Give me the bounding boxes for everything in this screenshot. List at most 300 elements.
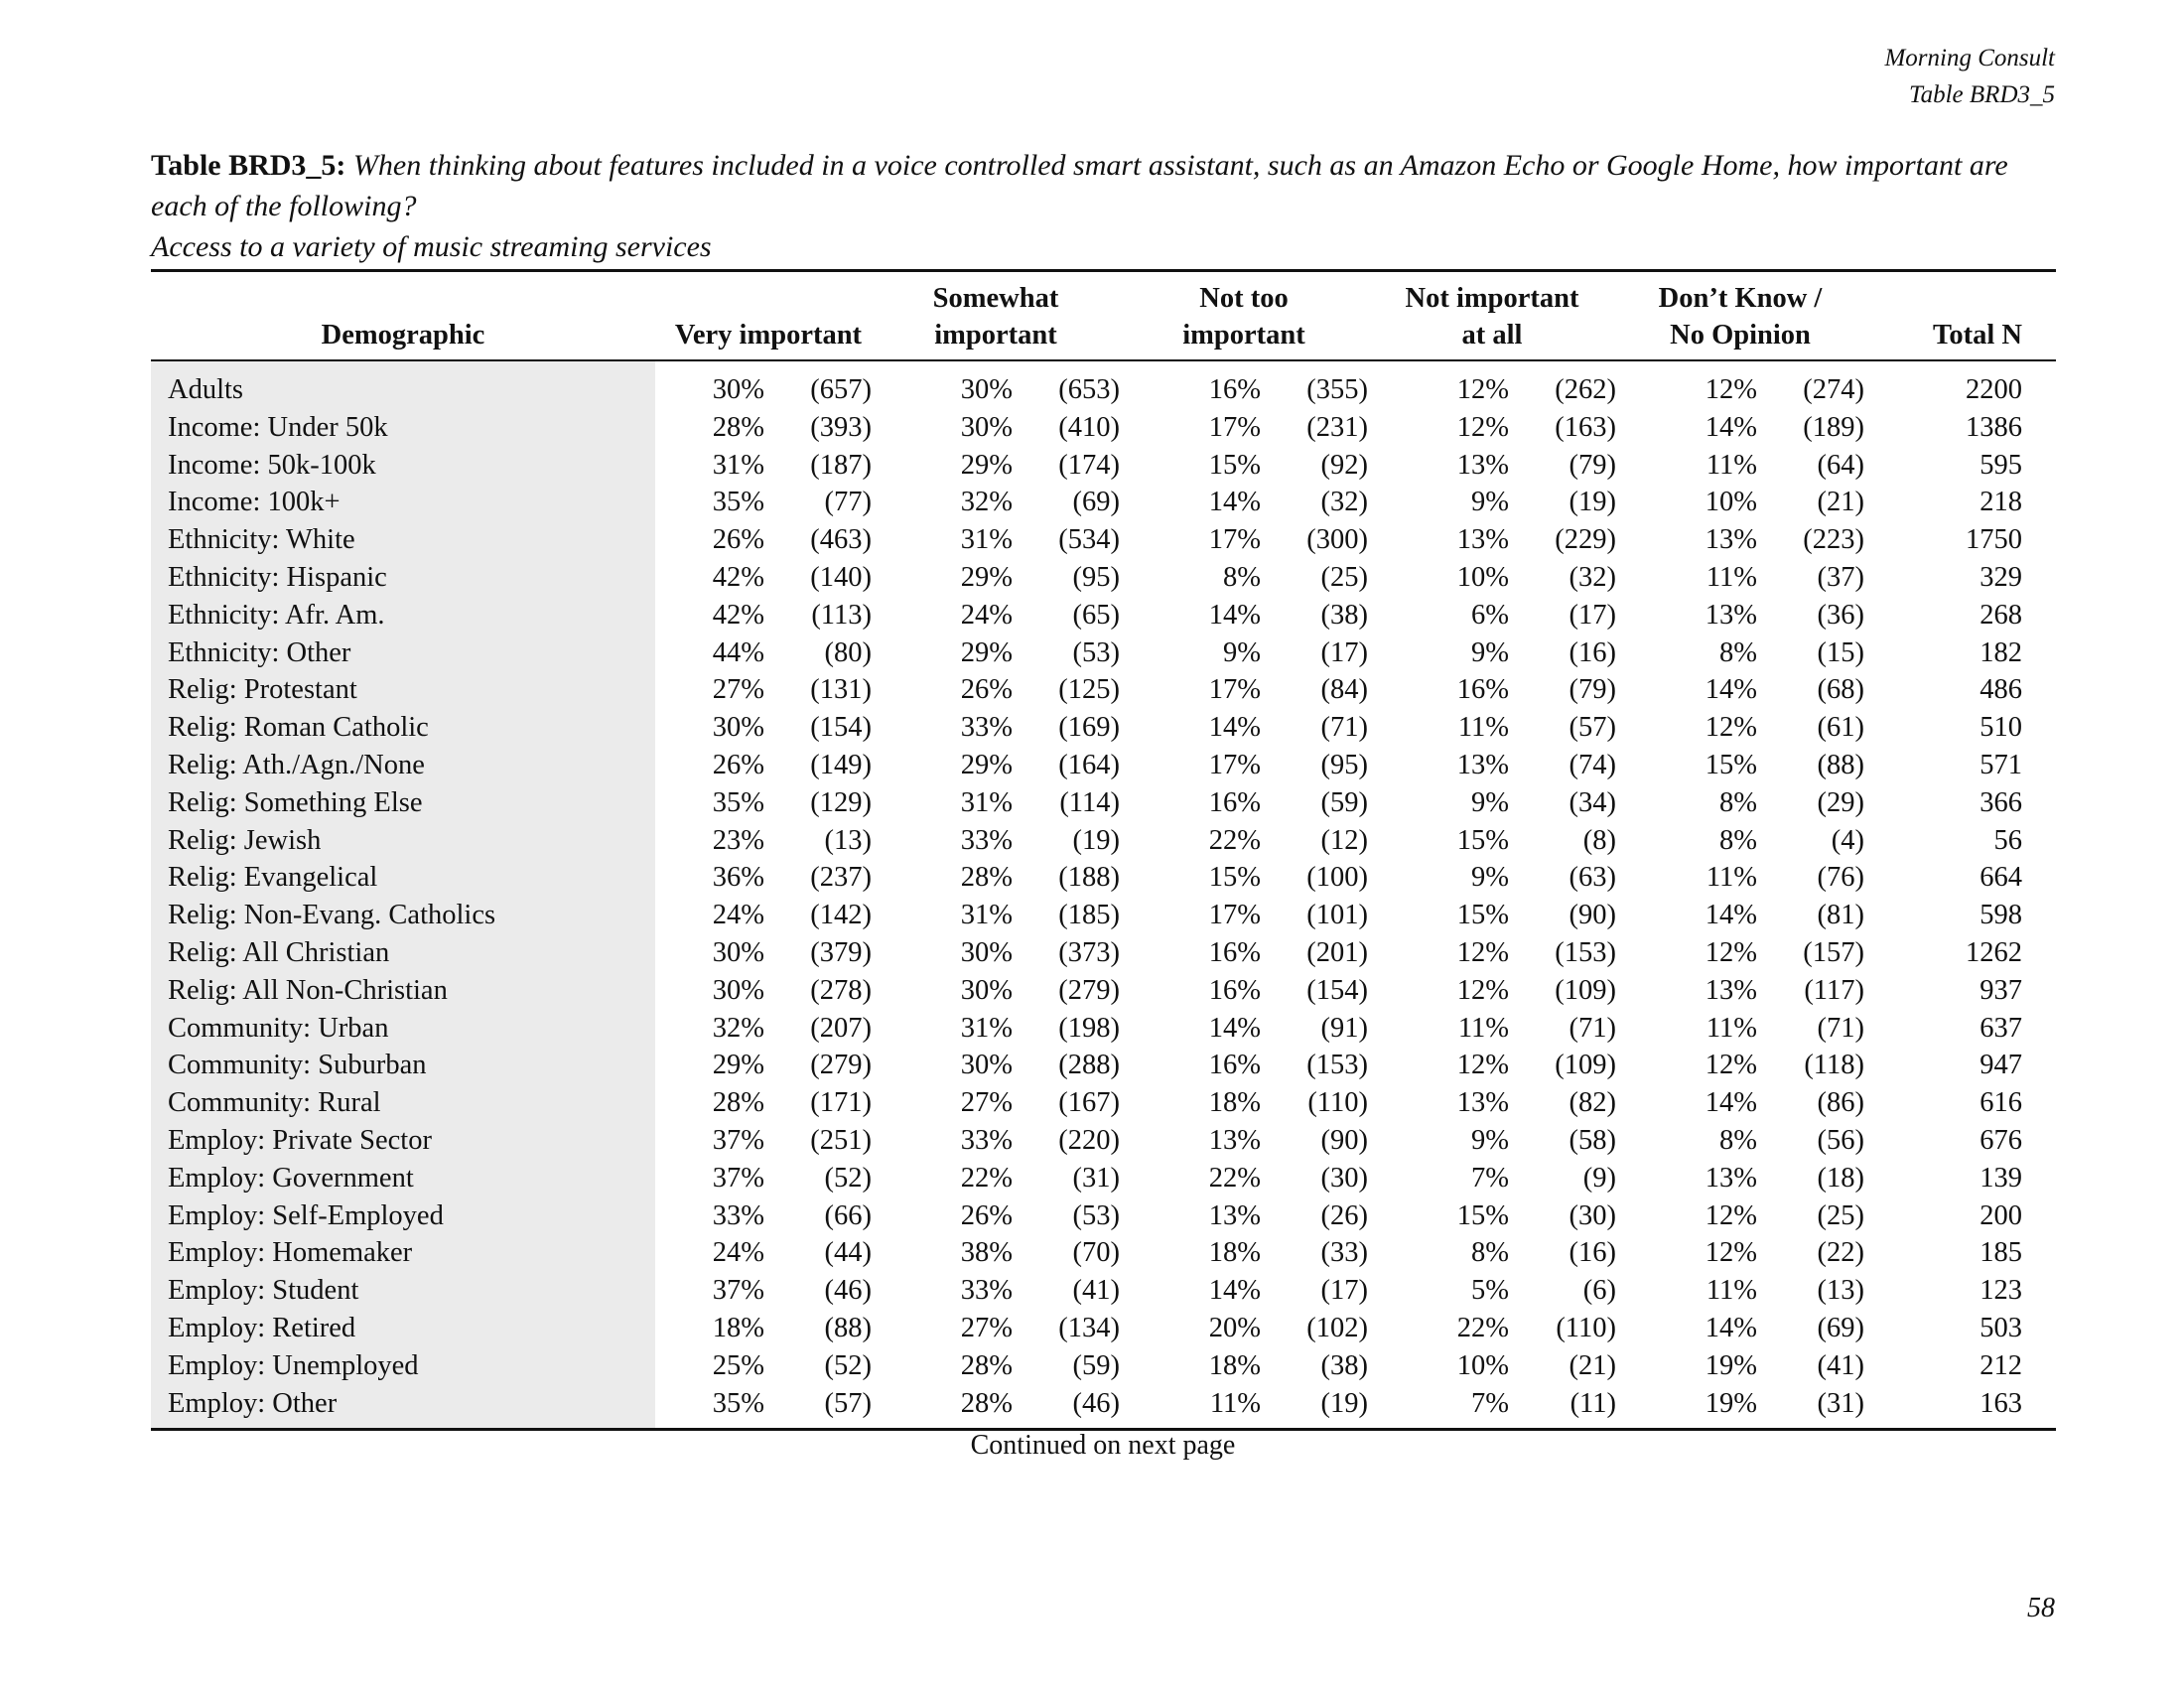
demographic-cell: Employ: Self-Employed <box>151 1197 655 1235</box>
percent-cell: 30% <box>712 974 764 1006</box>
table-row <box>151 1160 2056 1197</box>
percent-cell: 5% <box>1471 1275 1509 1307</box>
count-cell: (188) <box>1058 862 1120 894</box>
percent-cell: 15% <box>1705 749 1757 780</box>
count-cell: (278) <box>810 974 872 1006</box>
percent-cell: 11% <box>1209 1387 1261 1419</box>
percent-cell: 28% <box>960 1349 1013 1381</box>
total-n-cell: 182 <box>1979 636 2022 668</box>
continued-note: Continued on next page <box>970 1430 1236 1461</box>
percent-cell: 18% <box>1208 1349 1261 1381</box>
percent-cell: 13% <box>1456 749 1509 780</box>
total-n-cell: 56 <box>1993 824 2022 856</box>
percent-cell: 14% <box>1208 487 1261 518</box>
percent-cell: 9% <box>1223 636 1261 668</box>
percent-cell: 12% <box>1705 712 1757 744</box>
count-cell: (32) <box>1569 561 1616 593</box>
percent-cell: 12% <box>1456 374 1509 405</box>
count-cell: (373) <box>1058 936 1120 968</box>
percent-cell: 9% <box>1471 862 1509 894</box>
count-cell: (86) <box>1817 1087 1864 1119</box>
count-cell: (41) <box>1817 1349 1864 1381</box>
percent-cell: 30% <box>960 411 1013 443</box>
total-n-cell: 123 <box>1979 1275 2022 1307</box>
percent-cell: 12% <box>1456 974 1509 1006</box>
count-cell: (231) <box>1306 411 1368 443</box>
percent-cell: 27% <box>712 674 764 706</box>
percent-cell: 17% <box>1208 900 1261 931</box>
count-cell: (114) <box>1059 786 1120 818</box>
percent-cell: 15% <box>1208 449 1261 481</box>
count-cell: (66) <box>824 1199 872 1231</box>
table-row <box>151 447 2056 485</box>
count-cell: (36) <box>1817 599 1864 631</box>
count-cell: (534) <box>1058 524 1120 556</box>
count-cell: (19) <box>1072 824 1120 856</box>
count-cell: (88) <box>1817 749 1864 780</box>
count-cell: (100) <box>1306 862 1368 894</box>
percent-cell: 35% <box>712 487 764 518</box>
percent-cell: 14% <box>1705 1312 1757 1343</box>
percent-cell: 31% <box>960 900 1013 931</box>
table-row <box>151 784 2056 822</box>
percent-cell: 22% <box>960 1162 1013 1194</box>
percent-cell: 16% <box>1208 936 1261 968</box>
count-cell: (207) <box>810 1012 872 1044</box>
percent-cell: 28% <box>712 411 764 443</box>
total-n-cell: 595 <box>1979 449 2022 481</box>
count-cell: (71) <box>1817 1012 1864 1044</box>
percent-cell: 16% <box>1208 374 1261 405</box>
demographic-cell: Employ: Retired <box>151 1310 655 1347</box>
demographic-cell: Income: Under 50k <box>151 409 655 447</box>
percent-cell: 33% <box>960 712 1013 744</box>
percent-cell: 18% <box>1208 1087 1261 1119</box>
count-cell: (154) <box>810 712 872 744</box>
percent-cell: 30% <box>960 374 1013 405</box>
count-cell: (15) <box>1817 636 1864 668</box>
count-cell: (153) <box>1555 936 1616 968</box>
col-header-total-n: Total N <box>1864 280 2056 360</box>
table-row <box>151 1010 2056 1048</box>
percent-cell: 29% <box>960 561 1013 593</box>
count-cell: (142) <box>810 900 872 931</box>
count-cell: (149) <box>810 749 872 780</box>
page-number: 58 <box>2027 1593 2055 1623</box>
percent-cell: 15% <box>1456 824 1509 856</box>
count-cell: (185) <box>1058 900 1120 931</box>
count-cell: (410) <box>1058 411 1120 443</box>
count-cell: (22) <box>1817 1237 1864 1269</box>
percent-cell: 9% <box>1471 487 1509 518</box>
count-cell: (153) <box>1306 1050 1368 1081</box>
count-cell: (76) <box>1817 862 1864 894</box>
count-cell: (393) <box>810 411 872 443</box>
total-n-cell: 503 <box>1979 1312 2022 1343</box>
count-cell: (64) <box>1817 449 1864 481</box>
count-cell: (91) <box>1320 1012 1368 1044</box>
percent-cell: 13% <box>1705 524 1757 556</box>
count-cell: (109) <box>1555 1050 1616 1081</box>
total-n-cell: 1750 <box>1966 524 2022 556</box>
percent-cell: 14% <box>1208 712 1261 744</box>
count-cell: (79) <box>1569 449 1616 481</box>
count-cell: (17) <box>1320 1275 1368 1307</box>
total-n-cell: 947 <box>1979 1050 2022 1081</box>
percent-cell: 14% <box>1208 1012 1261 1044</box>
count-cell: (237) <box>810 862 872 894</box>
demographic-cell: Employ: Student <box>151 1272 655 1310</box>
col-header-not-important-at-all: Not important at all <box>1368 280 1616 360</box>
count-cell: (95) <box>1072 561 1120 593</box>
count-cell: (26) <box>1320 1199 1368 1231</box>
col-header-somewhat-important: Somewhat important <box>872 280 1120 360</box>
count-cell: (31) <box>1072 1162 1120 1194</box>
page-header <box>1884 40 2055 113</box>
percent-cell: 22% <box>1208 824 1261 856</box>
col-header-dont-know: Don’t Know / No Opinion <box>1616 280 1864 360</box>
count-cell: (164) <box>1058 749 1120 780</box>
total-n-cell: 510 <box>1979 712 2022 744</box>
total-n-cell: 268 <box>1979 599 2022 631</box>
percent-cell: 8% <box>1719 824 1757 856</box>
percent-cell: 23% <box>712 824 764 856</box>
count-cell: (57) <box>824 1387 872 1419</box>
percent-cell: 42% <box>712 561 764 593</box>
count-cell: (74) <box>1569 749 1616 780</box>
count-cell: (34) <box>1569 786 1616 818</box>
percent-cell: 8% <box>1719 786 1757 818</box>
percent-cell: 16% <box>1208 974 1261 1006</box>
percent-cell: 37% <box>712 1124 764 1156</box>
count-cell: (21) <box>1569 1349 1616 1381</box>
count-cell: (30) <box>1320 1162 1368 1194</box>
percent-cell: 24% <box>712 900 764 931</box>
percent-cell: 17% <box>1208 524 1261 556</box>
percent-cell: 13% <box>1705 974 1757 1006</box>
percent-cell: 16% <box>1208 786 1261 818</box>
count-cell: (90) <box>1320 1124 1368 1156</box>
percent-cell: 13% <box>1208 1124 1261 1156</box>
table-row <box>151 409 2056 447</box>
count-cell: (262) <box>1555 374 1616 405</box>
table-row <box>151 747 2056 784</box>
percent-cell: 7% <box>1471 1387 1509 1419</box>
demographic-cell: Employ: Private Sector <box>151 1122 655 1160</box>
count-cell: (56) <box>1817 1124 1864 1156</box>
count-cell: (657) <box>810 374 872 405</box>
percent-cell: 27% <box>960 1087 1013 1119</box>
demographic-cell: Income: 50k-100k <box>151 447 655 485</box>
count-cell: (154) <box>1306 974 1368 1006</box>
count-cell: (90) <box>1569 900 1616 931</box>
demographic-cell: Community: Suburban <box>151 1047 655 1084</box>
percent-cell: 8% <box>1223 561 1261 593</box>
percent-cell: 12% <box>1456 411 1509 443</box>
count-cell: (13) <box>824 824 872 856</box>
percent-cell: 33% <box>960 1124 1013 1156</box>
col-header-demographic: Demographic <box>151 280 655 360</box>
percent-cell: 11% <box>1706 449 1757 481</box>
table-row <box>151 934 2056 972</box>
results-table <box>151 269 2056 1431</box>
percent-cell: 17% <box>1208 674 1261 706</box>
count-cell: (169) <box>1058 712 1120 744</box>
count-cell: (355) <box>1306 374 1368 405</box>
demographic-cell: Community: Rural <box>151 1084 655 1122</box>
count-cell: (198) <box>1058 1012 1120 1044</box>
total-n-cell: 2200 <box>1966 374 2022 405</box>
percent-cell: 11% <box>1706 1275 1757 1307</box>
demographic-cell: Relig: Roman Catholic <box>151 709 655 747</box>
count-cell: (38) <box>1320 1349 1368 1381</box>
count-cell: (129) <box>810 786 872 818</box>
table-row <box>151 859 2056 897</box>
count-cell: (101) <box>1306 900 1368 931</box>
percent-cell: 12% <box>1705 374 1757 405</box>
percent-cell: 38% <box>960 1237 1013 1269</box>
percent-cell: 30% <box>960 1050 1013 1081</box>
percent-cell: 11% <box>1457 1012 1509 1044</box>
count-cell: (71) <box>1569 1012 1616 1044</box>
percent-cell: 18% <box>712 1312 764 1343</box>
percent-cell: 12% <box>1705 936 1757 968</box>
percent-cell: 24% <box>960 599 1013 631</box>
table-row <box>151 484 2056 521</box>
percent-cell: 22% <box>1456 1312 1509 1343</box>
percent-cell: 15% <box>1208 862 1261 894</box>
percent-cell: 30% <box>960 974 1013 1006</box>
demographic-cell: Relig: Something Else <box>151 784 655 822</box>
percent-cell: 11% <box>1706 862 1757 894</box>
col-header-very-important: Very important <box>665 280 872 360</box>
count-cell: (109) <box>1555 974 1616 1006</box>
count-cell: (134) <box>1058 1312 1120 1343</box>
percent-cell: 16% <box>1208 1050 1261 1081</box>
percent-cell: 14% <box>1705 1087 1757 1119</box>
table-row <box>151 671 2056 709</box>
percent-cell: 35% <box>712 1387 764 1419</box>
count-cell: (70) <box>1072 1237 1120 1269</box>
demographic-cell: Relig: All Christian <box>151 934 655 972</box>
percent-cell: 33% <box>960 1275 1013 1307</box>
percent-cell: 17% <box>1208 411 1261 443</box>
demographic-cell: Employ: Other <box>151 1385 655 1430</box>
count-cell: (13) <box>1817 1275 1864 1307</box>
demographic-cell: Relig: Non-Evang. Catholics <box>151 897 655 934</box>
percent-cell: 12% <box>1456 1050 1509 1081</box>
table-row <box>151 1197 2056 1235</box>
percent-cell: 29% <box>960 449 1013 481</box>
percent-cell: 25% <box>712 1349 764 1381</box>
total-n-cell: 218 <box>1979 487 2022 518</box>
percent-cell: 26% <box>712 749 764 780</box>
count-cell: (29) <box>1817 786 1864 818</box>
percent-cell: 30% <box>712 936 764 968</box>
percent-cell: 35% <box>712 786 764 818</box>
count-cell: (463) <box>810 524 872 556</box>
percent-cell: 28% <box>960 1387 1013 1419</box>
percent-cell: 6% <box>1471 599 1509 631</box>
table-title <box>151 145 2057 267</box>
percent-cell: 19% <box>1705 1349 1757 1381</box>
total-n-cell: 163 <box>1979 1387 2022 1419</box>
count-cell: (41) <box>1072 1275 1120 1307</box>
table-row <box>151 1047 2056 1084</box>
percent-cell: 10% <box>1705 487 1757 518</box>
count-cell: (81) <box>1817 900 1864 931</box>
count-cell: (12) <box>1320 824 1368 856</box>
count-cell: (11) <box>1570 1387 1616 1419</box>
percent-cell: 18% <box>1208 1237 1261 1269</box>
count-cell: (82) <box>1569 1087 1616 1119</box>
percent-cell: 20% <box>1208 1312 1261 1343</box>
demographic-cell: Ethnicity: Hispanic <box>151 559 655 597</box>
total-n-cell: 200 <box>1979 1199 2022 1231</box>
percent-cell: 29% <box>712 1050 764 1081</box>
count-cell: (140) <box>810 561 872 593</box>
percent-cell: 11% <box>1457 712 1509 744</box>
table-row <box>151 1122 2056 1160</box>
count-cell: (288) <box>1058 1050 1120 1081</box>
percent-cell: 33% <box>712 1199 764 1231</box>
count-cell: (44) <box>824 1237 872 1269</box>
percent-cell: 13% <box>1208 1199 1261 1231</box>
count-cell: (131) <box>810 674 872 706</box>
count-cell: (229) <box>1555 524 1616 556</box>
count-cell: (223) <box>1803 524 1864 556</box>
percent-cell: 10% <box>1456 1349 1509 1381</box>
count-cell: (9) <box>1582 1162 1616 1194</box>
count-cell: (113) <box>811 599 872 631</box>
count-cell: (52) <box>824 1349 872 1381</box>
table-row <box>151 972 2056 1010</box>
source-label: Morning Consult <box>1884 45 2055 71</box>
percent-cell: 15% <box>1456 1199 1509 1231</box>
table-row <box>151 1272 2056 1310</box>
demographic-cell: Ethnicity: Afr. Am. <box>151 597 655 634</box>
percent-cell: 14% <box>1705 674 1757 706</box>
count-cell: (88) <box>824 1312 872 1343</box>
count-cell: (46) <box>824 1275 872 1307</box>
count-cell: (52) <box>824 1162 872 1194</box>
demographic-cell: Income: 100k+ <box>151 484 655 521</box>
demographic-cell: Relig: All Non-Christian <box>151 972 655 1010</box>
count-cell: (37) <box>1817 561 1864 593</box>
percent-cell: 8% <box>1719 1124 1757 1156</box>
percent-cell: 37% <box>712 1275 764 1307</box>
demographic-cell: Employ: Homemaker <box>151 1234 655 1272</box>
total-n-cell: 212 <box>1979 1349 2022 1381</box>
table-row <box>151 597 2056 634</box>
percent-cell: 12% <box>1456 936 1509 968</box>
count-cell: (68) <box>1817 674 1864 706</box>
total-n-cell: 676 <box>1979 1124 2022 1156</box>
percent-cell: 13% <box>1705 599 1757 631</box>
table-body <box>151 360 2056 1430</box>
percent-cell: 27% <box>960 1312 1013 1343</box>
total-n-cell: 571 <box>1979 749 2022 780</box>
percent-cell: 10% <box>1456 561 1509 593</box>
percent-cell: 28% <box>712 1087 764 1119</box>
demographic-cell: Relig: Ath./Agn./None <box>151 747 655 784</box>
percent-cell: 9% <box>1471 636 1509 668</box>
percent-cell: 16% <box>1456 674 1509 706</box>
table-id-label: Table BRD3_5 <box>1909 81 2055 108</box>
percent-cell: 9% <box>1471 1124 1509 1156</box>
count-cell: (80) <box>824 636 872 668</box>
table-row <box>151 559 2056 597</box>
percent-cell: 13% <box>1456 524 1509 556</box>
count-cell: (18) <box>1817 1162 1864 1194</box>
percent-cell: 24% <box>712 1237 764 1269</box>
demographic-cell: Relig: Jewish <box>151 822 655 860</box>
percent-cell: 8% <box>1471 1237 1509 1269</box>
percent-cell: 12% <box>1705 1050 1757 1081</box>
table-label: Table BRD3_5: <box>151 149 346 182</box>
count-cell: (274) <box>1803 374 1864 405</box>
count-cell: (17) <box>1569 599 1616 631</box>
count-cell: (71) <box>1320 712 1368 744</box>
table-row <box>151 371 2056 409</box>
count-cell: (30) <box>1569 1199 1616 1231</box>
count-cell: (63) <box>1569 862 1616 894</box>
demographic-cell: Employ: Government <box>151 1160 655 1197</box>
percent-cell: 7% <box>1471 1162 1509 1194</box>
total-n-cell: 139 <box>1979 1162 2022 1194</box>
count-cell: (59) <box>1072 1349 1120 1381</box>
demographic-cell: Ethnicity: Other <box>151 634 655 672</box>
percent-cell: 31% <box>960 524 1013 556</box>
col-header-not-too-important: Not too important <box>1120 280 1368 360</box>
count-cell: (279) <box>810 1050 872 1081</box>
count-cell: (53) <box>1072 636 1120 668</box>
total-n-cell: 616 <box>1979 1087 2022 1119</box>
total-n-cell: 486 <box>1979 674 2022 706</box>
count-cell: (4) <box>1831 824 1864 856</box>
percent-cell: 13% <box>1705 1162 1757 1194</box>
count-cell: (201) <box>1306 936 1368 968</box>
count-cell: (19) <box>1320 1387 1368 1419</box>
count-cell: (38) <box>1320 599 1368 631</box>
percent-cell: 12% <box>1705 1199 1757 1231</box>
count-cell: (174) <box>1058 449 1120 481</box>
demographic-cell: Relig: Protestant <box>151 671 655 709</box>
total-n-cell: 637 <box>1979 1012 2022 1044</box>
percent-cell: 29% <box>960 636 1013 668</box>
percent-cell: 13% <box>1456 1087 1509 1119</box>
total-n-cell: 1262 <box>1966 936 2022 968</box>
count-cell: (16) <box>1569 1237 1616 1269</box>
percent-cell: 14% <box>1705 900 1757 931</box>
percent-cell: 14% <box>1208 1275 1261 1307</box>
percent-cell: 33% <box>960 824 1013 856</box>
question-text: When thinking about features included in a voice controlled smart assistant, such as an Amazon Echo or Google Home, how important are each of the following? <box>151 149 2008 222</box>
count-cell: (31) <box>1817 1387 1864 1419</box>
percent-cell: 11% <box>1706 1012 1757 1044</box>
demographic-cell: Employ: Unemployed <box>151 1347 655 1385</box>
table-row <box>151 1385 2056 1430</box>
percent-cell: 17% <box>1208 749 1261 780</box>
percent-cell: 37% <box>712 1162 764 1194</box>
count-cell: (53) <box>1072 1199 1120 1231</box>
percent-cell: 30% <box>960 936 1013 968</box>
count-cell: (117) <box>1804 974 1864 1006</box>
percent-cell: 31% <box>960 1012 1013 1044</box>
percent-cell: 32% <box>712 1012 764 1044</box>
percent-cell: 11% <box>1706 561 1757 593</box>
percent-cell: 29% <box>960 749 1013 780</box>
